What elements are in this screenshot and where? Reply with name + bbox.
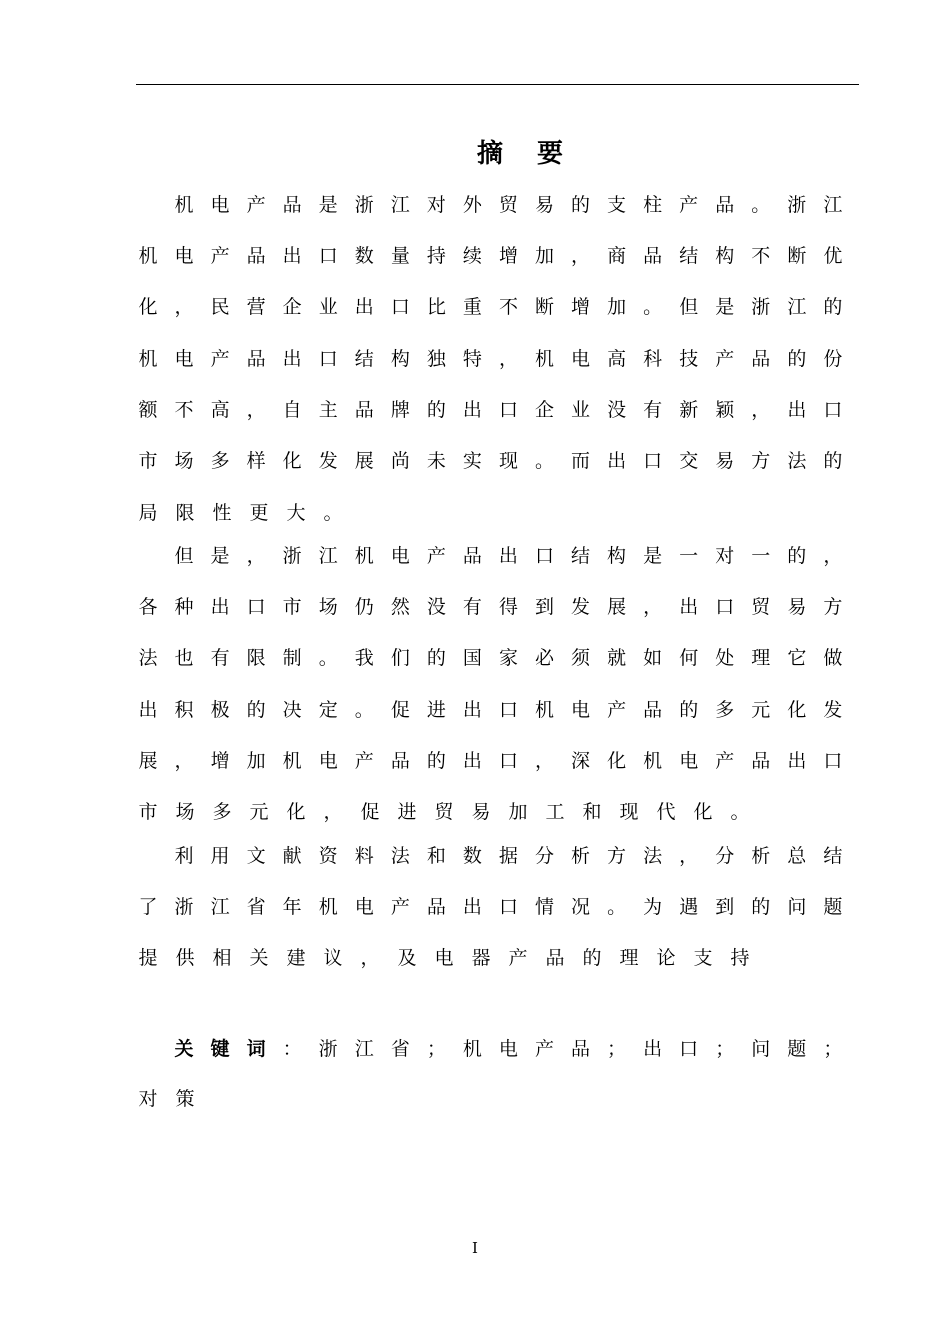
paragraph-1-line-7: 局 限 性 更 大 。 (138, 502, 343, 524)
paragraph-2-line-1: 但 是 ， 浙 江 机 电 产 品 出 口 结 构 是 一 对 一 的 ， (174, 545, 843, 567)
paragraph-3-line-2: 了 浙 江 省 年 机 电 产 品 出 口 情 况 。 为 遇 到 的 问 题 (138, 896, 843, 918)
paragraph-1-line-6: 市 场 多 样 化 发 展 尚 未 实 现 。 而 出 口 交 易 方 法 的 (138, 450, 843, 472)
title-char-1: 摘 (476, 139, 503, 169)
paragraph-1-line-2: 机 电 产 品 出 口 数 量 持 续 增 加 ， 商 品 结 构 不 断 优 (138, 245, 843, 267)
paragraph-1-line-4: 机 电 产 品 出 口 结 构 独 特 ， 机 电 高 科 技 产 品 的 份 (138, 348, 843, 370)
paragraph-1-line-3: 化 ， 民 营 企 业 出 口 比 重 不 断 增 加 。 但 是 浙 江 的 (138, 296, 843, 318)
abstract-title (0, 136, 950, 172)
page-number: I (472, 1239, 478, 1257)
paragraph-2-line-3: 法 也 有 限 制 。 我 们 的 国 家 必 须 就 如 何 处 理 它 做 (138, 647, 843, 669)
paragraph-1-line-1: 机 电 产 品 是 浙 江 对 外 贸 易 的 支 柱 产 品 。 浙 江 (174, 194, 843, 216)
header-rule (136, 84, 859, 85)
paragraph-2-line-2: 各 种 出 口 市 场 仍 然 没 有 得 到 发 展 ， 出 口 贸 易 方 (138, 596, 843, 618)
paragraph-2-line-6: 市 场 多 元 化 ， 促 进 贸 易 加 工 和 现 代 化 。 (138, 801, 750, 823)
keywords-line-2: 对 策 (138, 1088, 195, 1110)
title-char-2: 要 (537, 139, 564, 169)
paragraph-3-line-1: 利 用 文 献 资 料 法 和 数 据 分 析 方 法 ， 分 析 总 结 (174, 845, 843, 867)
paragraph-2-line-4: 出 积 极 的 决 定 。 促 进 出 口 机 电 产 品 的 多 元 化 发 (138, 699, 843, 721)
paragraph-2-line-5: 展 ， 增 加 机 电 产 品 的 出 口 ， 深 化 机 电 产 品 出 口 (138, 750, 843, 772)
paragraph-1-line-5: 额 不 高 ， 自 主 品 牌 的 出 口 企 业 没 有 新 颖 ， 出 口 (138, 399, 843, 421)
paragraph-3-line-3: 提 供 相 关 建 议 ， 及 电 器 产 品 的 理 论 支 持 (138, 947, 750, 969)
keywords-line-1: 关 键 词 ： 浙 江 省 ； 机 电 产 品 ； 出 口 ； 问 题 ； (174, 1038, 843, 1060)
